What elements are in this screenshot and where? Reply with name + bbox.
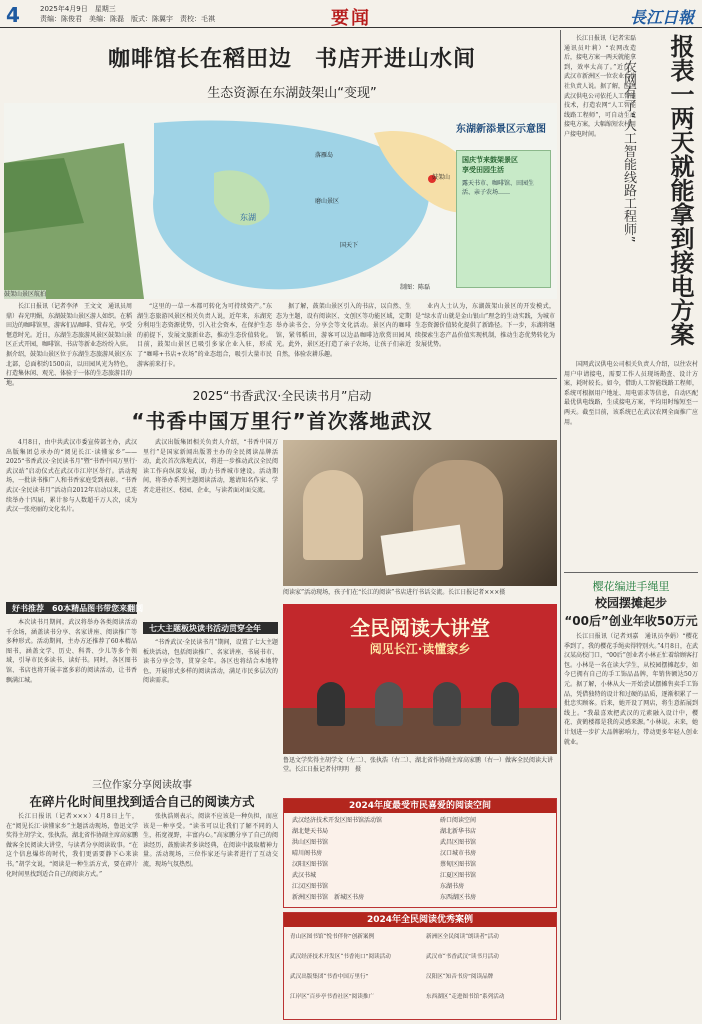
award-item: 硚口阅读空间 xyxy=(440,817,477,824)
section-divider xyxy=(4,378,557,379)
newspaper-logo: 長江日報 xyxy=(629,8,694,27)
award-item: 晴川阁书房 xyxy=(292,850,323,857)
authors-col-1: 长江日报讯（记者×××）4月8日上午，在“阅见长江·读懂家乡”主题活动现场，鲁迅文学奖得主胡学文、张执浩，湖北省作协副主席高家鹏做客全民阅读大讲堂，与读者分享阅读故事。“在这个信息爆炸的时代，我们更需要静下心来读书。”胡学文说，“阅读是一种生活方式，要在碎片化时间里找到适合自己的阅读方式。” xyxy=(6,813,139,878)
case-box xyxy=(283,912,557,1020)
right-story-col-1: 长江日报讯（记者宋磊 通讯员叶莉）“农网改造后，接电方案一两天就能拿到，效率太高了。”近日，武汉市新洲区一位农业合作社负责人说。据了解，国网武汉供电公司依托人工智能技术，打造农网“人工智能线路工程师”，可自动生成接电方案，大幅缩短农村用户接电时间。 xyxy=(564,35,643,138)
map-source: 制图：陈磊 xyxy=(400,284,431,291)
startup-body: 长江日报讯（记者刘嘉 通讯员李娟）“樱花季到了，我的樱花手绳卖得特别火。”4月8日，在武汉某高校门口，“00后”创业者小林正忙着给顾客打包。小林是一名在读大学生，从校园摆摊起步，如今已拥有自己的手工饰品品牌，年销售额达50万元。据了解，小林从大一开始尝试摆摊售卖手工饰品，凭借独特的设计和过硬的品质，逐渐积累了一批忠实顾客。后来，她开设了网店，将生意拓展到线上。“我最喜欢把武汉的元素融入设计中，樱花、黄鹤楼都是我的灵感来源。”小林说。未来，她计划进一步扩大品牌影响力，带动更多年轻人创业就业。 xyxy=(564,633,698,746)
legend-detail: 露天书市、咖啡馆、田园生活、亲子农场…… xyxy=(462,180,535,196)
map-photo-caption: 鼓架山景区航拍 xyxy=(4,291,47,298)
lecture-banner: 全民阅读大讲堂 xyxy=(350,616,490,640)
award-item: 东西湖区书房 xyxy=(440,894,477,901)
top-story-title: 咖啡馆长在稻田边 书店开进山水间 xyxy=(107,47,476,72)
award-item: 汉口城市书房 xyxy=(440,850,477,857)
book-col-2: 武汉出版集团相关负责人介绍，“书香中国万里行”是国家新闻出版署主办的全民阅读品牌活动，此次首次落地武汉，将进一步推动武汉全民阅读工作向纵深发展，助力书香城市建设。活动期间，将举办系列主题阅读活动，邀请知名作家、学者走进社区、校园、企业，与读者面对面交流。 xyxy=(143,439,278,494)
right-divider xyxy=(564,572,698,573)
case-item: 东西湖区“走进图书馆”系列活动 xyxy=(426,994,505,1000)
case-item: 新洲区全民阅读“朗读者”活动 xyxy=(426,934,499,940)
authors-kicker: 三位作家分享阅读故事 xyxy=(92,780,192,791)
award-item: 东湖书房 xyxy=(440,883,465,890)
book-col-1b: 本次读书月期间，武汉将举办各类阅读活动千余场，涵盖读书分享、名家讲座、阅读推广等多种形式。活动期间，主办方还推荐了60本精品图书，涵盖文学、历史、科普、少儿等多个领域，引导市民多读书、读好书。同时，各区图书馆、书店也将开展丰富多彩的阅读活动，让书香飘满江城。 xyxy=(6,619,137,684)
column-divider xyxy=(560,30,561,1020)
editor-credits: 责编：陈俊君 美编：陈磊 版式：陈翼宇 责校：毛祺 xyxy=(40,15,215,23)
right-story-kicker: 农网有了“人工智能线路工程师” xyxy=(621,60,636,243)
top-story-col-2: “这里的一草一木都可转化为可持续资产。”东湖生态旅游风景区相关负责人说，近年来，东湖充分利用生态资源优势，引入社会资本，在保护生态的前提下，发展文旅新业态，推动生态价值转化。目前，鼓架山景区已吸引多家企业入驻，形成了“咖啡+书店+农场”的业态组合，吸引大量市民游客前来打卡。 xyxy=(137,303,272,368)
case-item: 江岸区“百步亭书香社区”阅读推广 xyxy=(290,994,375,1000)
startup-title: 校园摆摊起步 xyxy=(594,596,667,610)
award-item: 蔡甸区图书馆 xyxy=(440,861,477,868)
lecture-banner-sub: 阅见长江·读懂家乡 xyxy=(369,642,471,656)
case-item: 武汉市“书香武汉”读书月活动 xyxy=(426,954,499,960)
case-title: 2024年全民阅读优秀案例 xyxy=(284,913,556,927)
award-item: 武汉书城 xyxy=(292,872,317,879)
startup-title-2: “00后”创业年收50万元 xyxy=(564,614,698,628)
authors-title: 在碎片化时间里找到适合自己的阅读方式 xyxy=(29,794,255,809)
top-story-col-3: 据了解，鼓架山景区引入的书店，以自然、生态为主题，设有阅读区、文创区等功能区域，定期举办读书会、分享会等文化活动。景区内的咖啡馆，紧邻稻田，游客可以边品咖啡边欣赏田园风光。此外，景区还打造了亲子农场，让孩子们亲近自然，体验农耕乐趣。 xyxy=(276,303,411,358)
case-item: 武汉经济技术开发区“书香沌口”阅读活动 xyxy=(290,954,391,960)
award-item: 新洲区图书馆 新城区书房 xyxy=(292,894,365,901)
book-subhead-1: 好书推荐 60本精品图书带您来翻阅 xyxy=(6,602,137,614)
lecture-photo xyxy=(283,604,557,754)
top-story-col-1: 长江日报讯（记者李泽 王文文 通讯员周鼎）春光明媚，东湖鼓架山景区游人如织。在稻田边的咖啡馆里，游客们品咖啡、赏春光，享受惬意时光。近日，东湖生态旅游风景区鼓架山景区正式开园，咖啡馆、书店等新业态纷纷入驻。据介绍，鼓架山景区位于东湖生态旅游风景区东北部，总面积约1500亩，以田园风光为特色，打造集休闲、观光、体验于一体的生态旅游目的地。 xyxy=(6,303,133,387)
case-item: 青山区图书馆“悦书伴你”创新案例 xyxy=(290,934,375,940)
case-item: 汉阳区“知音书房”阅读品牌 xyxy=(426,974,494,980)
right-story-col-2: 国网武汉供电公司相关负责人介绍，以往农村用户申请接电，需要工作人员现场勘查、设计方案，耗时较长。如今，借助人工智能线路工程师，系统可根据用户地址、用电需求等信息，自动匹配最优供电线路，生成接电方案，平均用时缩短至一两天。截至目前，该系统已在武汉农网全面推广应用。 xyxy=(564,361,698,426)
award-item: 汉阳区图书馆 xyxy=(292,861,329,868)
book-kicker: 2025“书香武汉·全民读书月”启动 xyxy=(192,389,372,403)
authors-col-2: 张执浩则表示，阅读不应该是一种负担，而应该是一种享受。“读书可以让我们了解不同的人生，拓宽视野，丰富内心。”高家鹏分享了自己的阅读经历，鼓励读者多读经典，在阅读中汲取精神力量。活动现场，三位作家还与读者进行了互动交流，现场气氛热烈。 xyxy=(143,813,278,868)
page-number: 4 xyxy=(6,3,20,27)
award-title: 2024年度最受市民喜爱的阅读空间 xyxy=(284,799,556,813)
award-item: 洪山区图书馆 xyxy=(292,839,329,846)
issue-date: 2025年4月9日 星期三 xyxy=(40,5,116,13)
top-story-subtitle: 生态资源在东湖鼓架山“变现” xyxy=(207,86,377,101)
map-label-guotianxia: 国天下 xyxy=(340,242,359,249)
award-item: 湖北新华书店 xyxy=(440,828,477,835)
page-header xyxy=(0,0,702,28)
book-col-2b: “书香武汉·全民读书月”期间，设置了七大主题板块活动，包括阅读推广、名家讲座、书展书市、读书分享会等，贯穿全年。各区也将结合本地特色，开展形式多样的阅读活动，满足市民多层次的阅读需求。 xyxy=(143,639,278,685)
startup-kicker: 樱花编进手绳里 xyxy=(592,580,670,593)
map-legend xyxy=(456,150,551,288)
award-item: 江汉区图书馆 xyxy=(292,883,329,890)
reading-photo xyxy=(283,440,557,586)
legend-line-2: 享受田园生活 xyxy=(462,166,504,174)
book-title: “书香中国万里行”首次落地武汉 xyxy=(131,409,433,433)
map-label-moshan: 磨山景区 xyxy=(315,198,340,205)
map-label-luoyan: 落雁岛 xyxy=(315,152,334,159)
top-story-col-4: 业内人士认为，东湖鼓架山景区的开发模式，是“绿水青山就是金山银山”理念的生动实践，为城市生态资源价值转化提供了新路径。下一步，东湖将继续探索生态产品价值实现机制，推动生态优势转化为发展优势。 xyxy=(415,303,555,349)
award-item: 江夏区图书馆 xyxy=(440,872,477,879)
legend-line-1: 国庆节来鼓架景区 xyxy=(462,156,518,164)
section-title: 要闻 xyxy=(331,8,371,29)
lecture-photo-caption: 鲁迅文学奖得主胡学文（左二）、张执浩（右二）、湖北省作协副主席高家鹏（右一）做客全民阅读大讲堂。长江日报记者付明明 摄 xyxy=(283,757,554,773)
map-label-gujia: 鼓架山 xyxy=(432,174,451,181)
right-story-title: 报表一两天就能拿到接电方案 xyxy=(666,34,694,346)
award-item: 武汉经济技术开发区图书馆活动馆 xyxy=(292,817,383,824)
map-title: 东湖新添景区示意图 xyxy=(456,124,546,135)
reading-photo-caption: 阅读家”活动现场，孩子们在“长江的阅读”书店进行书话交流。长江日报记者×××摄 xyxy=(283,589,506,596)
map-label-donghu: 东湖 xyxy=(240,213,256,222)
case-item: 武汉出版集团“书香中国万里行” xyxy=(290,974,369,980)
book-subhead-2: 七大主题板块读书活动贯穿全年 xyxy=(143,622,278,634)
award-item: 武昌区图书馆 xyxy=(440,839,477,846)
book-col-1: 4月8日，由中共武汉市委宣传部主办，武汉出版集团总承办的“阅见长江·读懂家乡”——2025“书香武汉·全民读书月”暨“书香中国万里行·武汉站”启动仪式在武汉市江岸区举行。活动现场，一批读书推广人和书香家庭受到表彰。“书香武汉·全民读书月”活动自2012年启动以来，已连续举办十四届，累计参与人数超千万人次，成为武汉一张亮丽的文化名片。 xyxy=(6,439,137,514)
award-item: 湖北楚天书局 xyxy=(292,828,329,835)
